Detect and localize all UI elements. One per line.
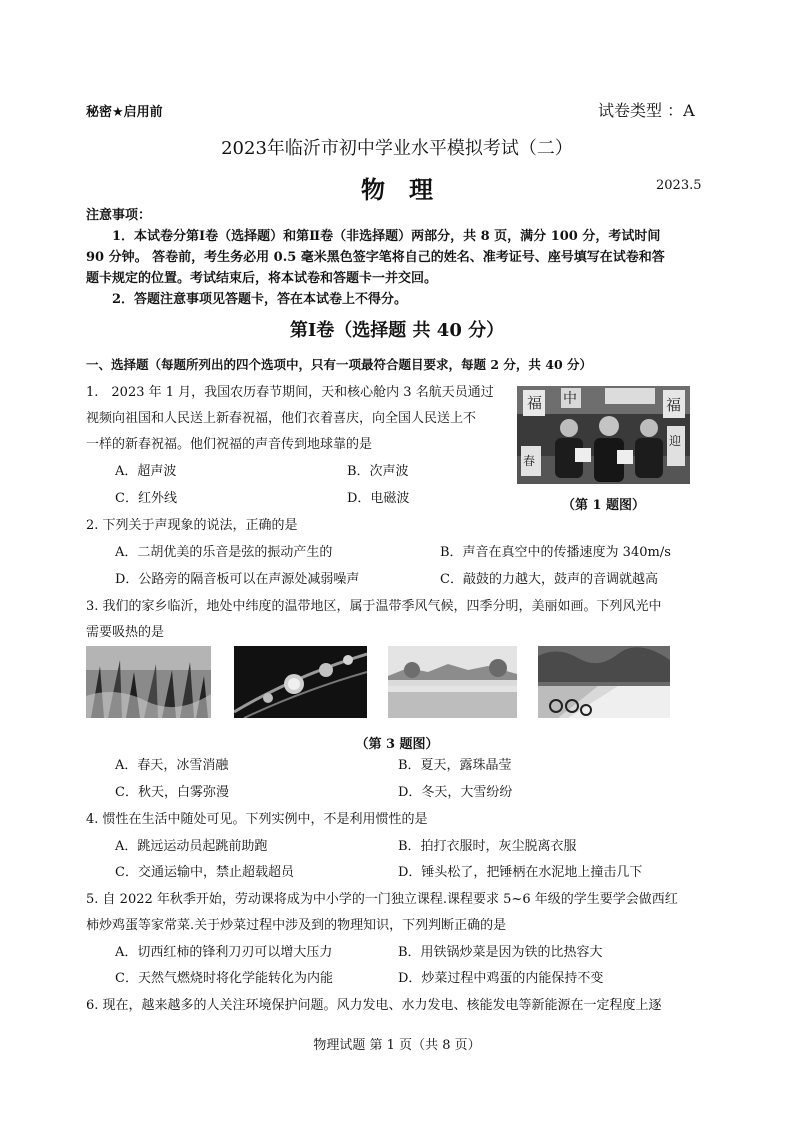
q5-option-d: D．炒菜过程中鸡蛋的内能保持不变 — [398, 971, 604, 986]
notice-item1-line1: 1．本试卷分第Ⅰ卷（选择题）和第Ⅱ卷（非选择题）两部分，共 8 页，满分 100 分，考试时间 — [112, 229, 661, 244]
subject-title: 物 理 — [361, 175, 433, 204]
photo-chun: 春 — [523, 454, 536, 468]
q4-option-b: B．拍打衣服时，灰尘脱离衣服 — [398, 839, 577, 854]
notice-item1-line2: 90 分钟。 答卷前，考生务必用 0.5 毫米黑色签字笔将自己的姓名、准考证号、座号填写在试卷和答 — [86, 250, 665, 265]
q1-option-b: B．次声波 — [347, 464, 409, 479]
q3-option-d: D．冬天，大雪纷纷 — [398, 785, 513, 800]
snow-street-photo — [538, 646, 670, 718]
paper-type: 试卷类型 ：A — [598, 101, 695, 120]
photo-fu-left: 福 — [527, 394, 543, 412]
notice-heading: 注意事项： — [86, 208, 152, 223]
fog-lake-photo — [388, 646, 517, 718]
frost-grass-photo — [86, 646, 211, 718]
q5-option-c: C．天然气燃烧时将化学能转化为内能 — [115, 971, 333, 986]
q4-option-c: C．交通运输中，禁止超载超员 — [115, 865, 294, 880]
astronauts-photo — [517, 386, 690, 484]
q1-figure-caption: （第 1 题图） — [561, 498, 646, 513]
q3-option-b: B．夏天，露珠晶莹 — [398, 758, 512, 773]
photo-ying: 迎 — [669, 434, 682, 448]
q1-option-d: D．电磁波 — [347, 491, 410, 506]
notice-item1-line3: 题卡规定的位置。考试结束后，将本试卷和答题卡一并交回。 — [86, 271, 438, 286]
part-heading: 一、选择题（每题所列出的四个选项中，只有一项最符合题目要求，每题 2 分，共 40 分） — [86, 357, 593, 372]
q2-stem: 2. 下列关于声现象的说法，正确的是 — [86, 518, 298, 533]
section-title: 第Ⅰ卷（选择题 共 40 分） — [289, 320, 505, 341]
q2-option-c: C．敲鼓的力越大，鼓声的音调就越高 — [440, 572, 658, 587]
q5-line2: 柿炒鸡蛋等家常菜.关于炒菜过程中涉及到的物理知识，下列判断正确的是 — [86, 918, 507, 933]
q2-option-a: A．二胡优美的乐音是弦的振动产生的 — [115, 545, 333, 560]
q5-option-a: A．切西红柿的锋利刀刃可以增大压力 — [115, 945, 333, 960]
q4-stem: 4. 惯性在生活中随处可见。下列实例中，不是利用惯性的是 — [86, 812, 428, 827]
q3-line1: 3. 我们的家乡临沂，地处中纬度的温带地区，属于温带季风气候，四季分明，美丽如画。下列风光中 — [86, 599, 662, 614]
q3-line2: 需要吸热的是 — [86, 625, 165, 640]
exam-title: 2023年临沂市初中学业水平模拟考试（二） — [221, 138, 573, 159]
photo-zhong: 中 — [563, 391, 577, 407]
q1-line2: 视频向祖国和人民送上新春祝福，他们衣着喜庆，向全国人民送上不 — [86, 411, 477, 426]
page-footer: 物理试题 第 1 页（共 8 页） — [313, 1038, 481, 1053]
q4-option-d: D．锤头松了，把锤柄在水泥地上撞击几下 — [398, 865, 643, 880]
q3-option-a: A．春天，冰雪消融 — [115, 758, 229, 773]
q3-figure-caption: （第 3 题图） — [355, 737, 439, 752]
q1-line1: 1. 2023 年 1 月，我国农历春节期间，天和核心舱内 3 名航天员通过 — [86, 385, 494, 400]
q5-option-b: B．用铁锅炒菜是因为铁的比热容大 — [398, 945, 603, 960]
exam-date: 2023.5 — [656, 178, 702, 193]
q1-line3: 一样的新春祝福。他们祝福的声音传到地球靠的是 — [86, 437, 373, 452]
q4-option-a: A．跳远运动员起跳前助跑 — [115, 839, 268, 854]
confidential-mark: 秘密★启用前 — [86, 105, 163, 120]
q5-line1: 5. 自 2022 年秋季开始，劳动课将成为中小学的一门独立课程.课程要求 5~6 年级的学生要学会做西红 — [86, 892, 678, 907]
dewdrop-photo — [234, 646, 367, 718]
photo-fu-right: 福 — [666, 396, 682, 414]
notice-item2: 2．答题注意事项见答题卡，答在本试卷上不得分。 — [112, 292, 408, 307]
q6-line1: 6. 现在，越来越多的人关注环境保护问题。风力发电、水力发电、核能发电等新能源在一定程度上逐 — [86, 998, 662, 1013]
q2-option-d: D．公路旁的隔音板可以在声源处减弱噪声 — [115, 572, 360, 587]
q1-option-c: C．红外线 — [115, 491, 177, 506]
q1-option-a: A．超声波 — [115, 464, 177, 479]
q2-option-b: B．声音在真空中的传播速度为 340m/s — [440, 545, 671, 560]
q3-option-c: C．秋天，白雾弥漫 — [115, 785, 229, 800]
